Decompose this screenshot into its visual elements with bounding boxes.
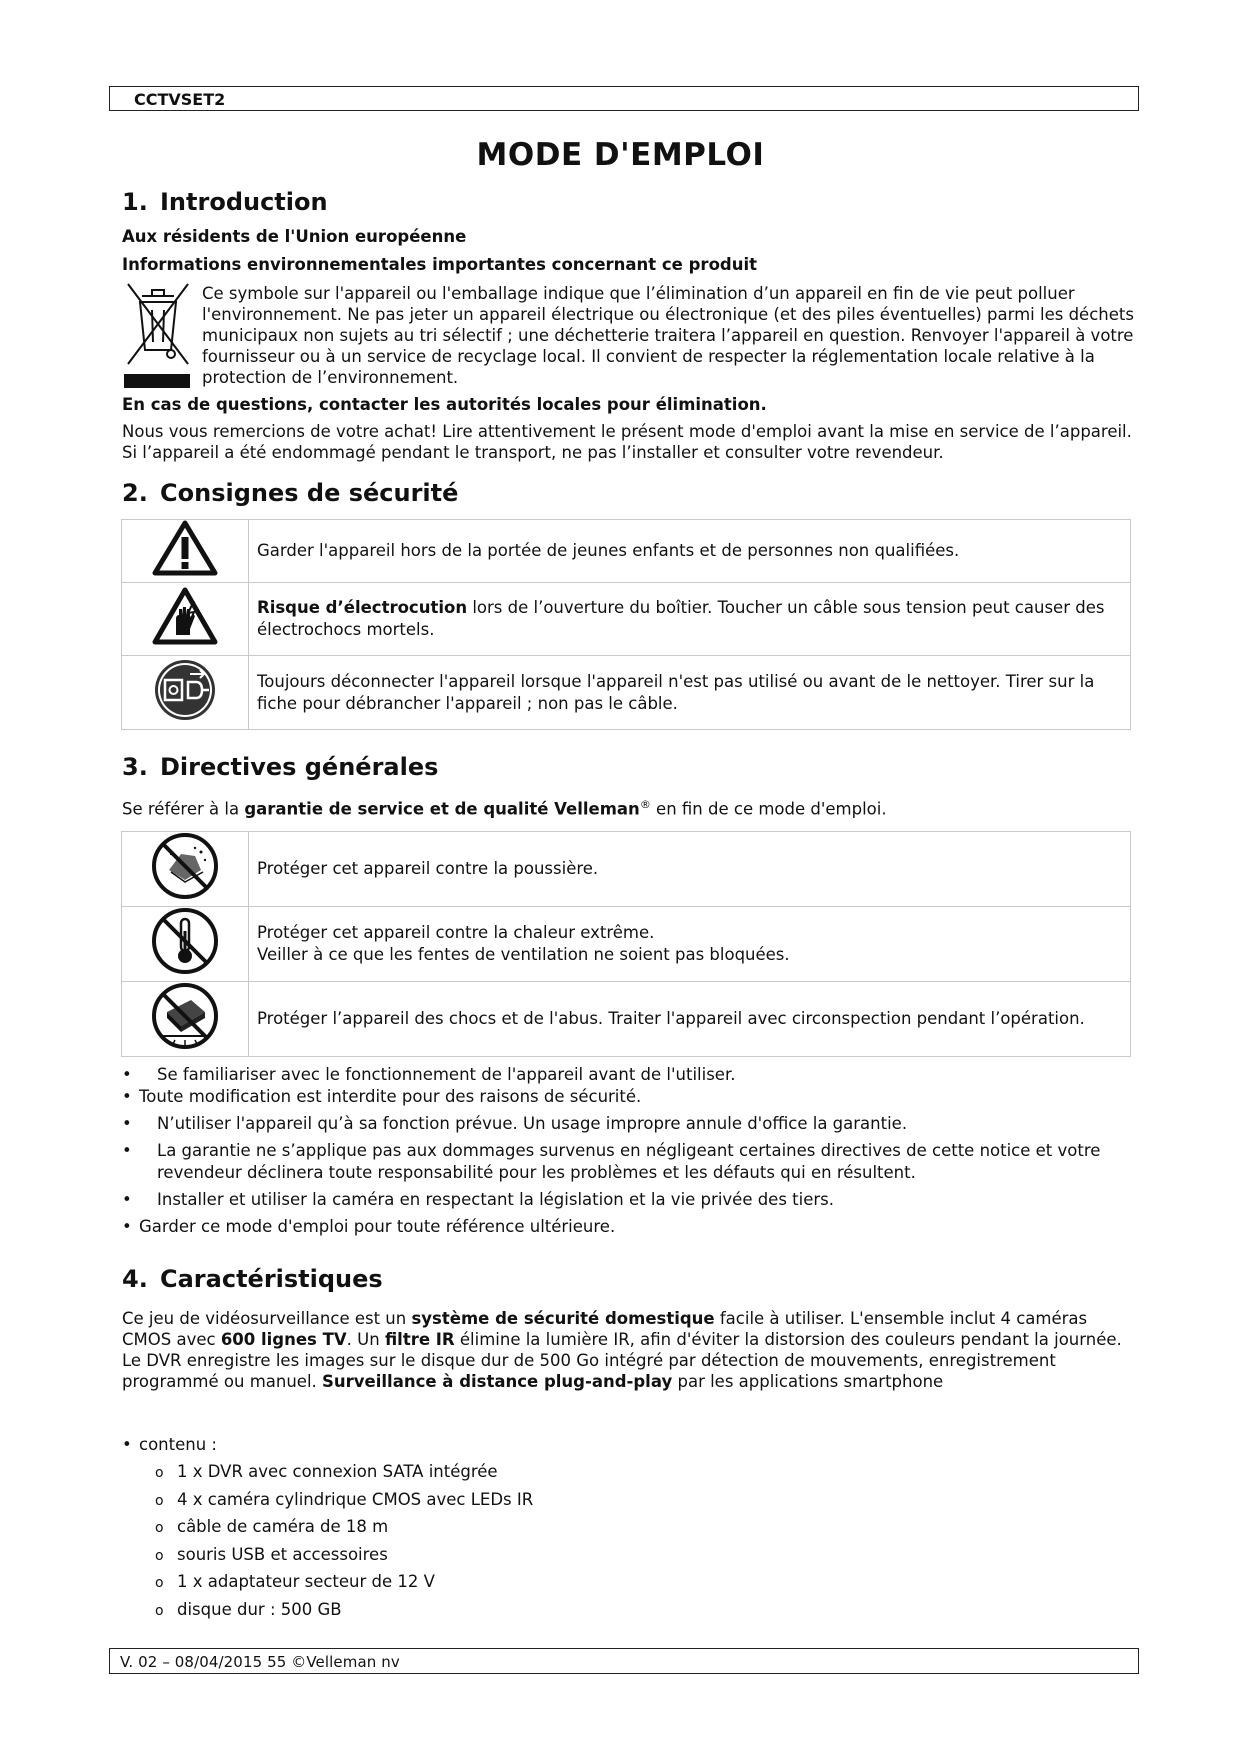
eu-residents-heading: Aux résidents de l'Union européenne: [122, 227, 467, 246]
safety-text: [249, 583, 1131, 656]
directive-row: [122, 832, 1131, 907]
list-item: • Installer et utiliser la caméra en respectant la législation et la vie privée des tiers.: [122, 1189, 1132, 1211]
warranty-pre: Se référer à la: [122, 799, 245, 819]
section-title: Consignes de sécurité: [160, 479, 459, 507]
directive-text: [249, 907, 1131, 982]
directive-text: Protéger cet appareil contre la poussière.: [249, 832, 1131, 907]
directives-table: [121, 831, 1131, 1057]
warranty-reference: [122, 794, 1132, 820]
section-number: 4.: [122, 1265, 148, 1293]
features-paragraph: [122, 1308, 1132, 1392]
list-item: • N’utiliser l'appareil qu’à sa fonction prévue. Un usage impropre annule d'office la garantie.: [122, 1113, 1132, 1135]
electric-shock-icon: [122, 583, 249, 656]
footer-text: V. 02 – 08/04/2015 55 ©Velleman nv: [120, 1653, 400, 1671]
text-run-bold: 600 lignes TV: [220, 1330, 347, 1349]
safety-row: [122, 656, 1131, 730]
list-item: o câble de caméra de 18 m: [155, 1516, 533, 1544]
no-shock-icon: [122, 982, 249, 1057]
product-code: CCTVSET2: [134, 90, 226, 109]
warranty-post: en fin de ce mode d'emploi.: [650, 799, 887, 819]
directive-line-1: Protéger cet appareil contre la chaleur extrême.: [257, 923, 655, 942]
text-run: Ce jeu de vidéosurveillance est un: [122, 1309, 412, 1328]
section-title: Caractéristiques: [160, 1265, 383, 1293]
section-number: 3.: [122, 753, 148, 781]
list-item: o disque dur : 500 GB: [155, 1599, 533, 1627]
safety-table: [121, 519, 1131, 730]
section-number: 2.: [122, 479, 148, 507]
page-footer: [109, 1648, 1139, 1674]
general-guidelines-list: [122, 1064, 1132, 1238]
registered-mark: ®: [639, 798, 651, 811]
directive-line-2: Veiller à ce que les fentes de ventilation ne soient pas bloquées.: [257, 945, 790, 964]
text-run: par les applications smartphone: [672, 1372, 944, 1391]
page-title: MODE D'EMPLOI: [476, 137, 765, 173]
page-header: [109, 86, 1139, 111]
list-item: o 1 x DVR avec connexion SATA intégrée: [155, 1461, 533, 1489]
text-run: . Un: [346, 1330, 385, 1349]
section-1-heading: [122, 188, 328, 216]
directive-row: [122, 982, 1131, 1057]
safety-row: [122, 583, 1131, 656]
weee-notice: Ce symbole sur l'appareil ou l'emballage indique que l’élimination d’un appareil en fin de vie peut polluer l'environnement. Ne pas jeter un appareil électrique ou électronique (et des piles éventuelles) parmi les déchets municipaux non sujets au tri sélectif ; une déchetterie traitera l’appareil en question. Renvoyer l'appareil à votre fournisseur ou à un service de recyclage local. Il convient de respecter la réglementation locale relative à la protection de l’environnement.: [202, 284, 1134, 387]
section-4-heading: [122, 1265, 383, 1293]
unplug-icon: [122, 656, 249, 730]
section-number: 1.: [122, 188, 148, 216]
directive-row: [122, 907, 1131, 982]
list-item: • Toute modification est interdite pour des raisons de sécurité.: [122, 1086, 1132, 1108]
list-item: o 4 x caméra cylindrique CMOS avec LEDs IR: [155, 1489, 533, 1517]
section-3-heading: [122, 753, 438, 781]
contents-label: • contenu :: [122, 1434, 1132, 1456]
section-title: Introduction: [160, 188, 328, 216]
environment-heading: Informations environnementales importantes concernant ce produit: [122, 255, 758, 274]
text-run-bold: Surveillance à distance plug-and-play: [322, 1372, 673, 1391]
contents-items: [155, 1461, 533, 1626]
safety-text-bold: Risque d’électrocution: [257, 598, 468, 617]
weee-icon: [122, 280, 194, 390]
section-title: Directives générales: [160, 753, 439, 781]
contact-authorities-note: En cas de questions, contacter les autorités locales pour élimination.: [122, 395, 767, 414]
section-2-heading: [122, 479, 458, 507]
list-item: • Se familiariser avec le fonctionnement de l'appareil avant de l'utiliser.: [122, 1064, 1132, 1086]
no-dust-icon: [122, 832, 249, 907]
list-item: • La garantie ne s’applique pas aux dommages survenus en négligeant certaines directives de cette notice et votre revendeur déclinera toute responsabilité pour les problèmes et les défauts qui en résultent.: [122, 1140, 1132, 1184]
list-item: • Garder ce mode d'emploi pour toute référence ultérieure.: [122, 1216, 1132, 1238]
safety-text-rest: lors de l’ouverture du boîtier. Toucher un câble sous tension peut causer des électrochocs mortels.: [257, 598, 1105, 639]
list-item: o 1 x adaptateur secteur de 12 V: [155, 1571, 533, 1599]
text-run: élimine la lumière IR, afin d'éviter la distorsion des couleurs pendant la journée. Le DVR enregistre les images sur le disque dur de 500 Go intégré par détection de mouvements, enregistrement programmé ou manuel.: [122, 1330, 1122, 1391]
thanks-paragraph: Nous vous remercions de votre achat! Lire attentivement le présent mode d'emploi avant la mise en service de l’appareil. Si l’appareil a été endommagé pendant le transport, ne pas l’installer et consulter votre revendeur.: [122, 422, 1132, 462]
no-heat-icon: [122, 907, 249, 982]
text-run-bold: filtre IR: [384, 1330, 455, 1349]
safety-row: [122, 520, 1131, 583]
safety-text: Garder l'appareil hors de la portée de jeunes enfants et de personnes non qualifiées.: [249, 520, 1131, 583]
list-item: o souris USB et accessoires: [155, 1544, 533, 1572]
contents-list: [122, 1434, 1132, 1456]
safety-text: Toujours déconnecter l'appareil lorsque l'appareil n'est pas utilisé ou avant de le nettoyer. Tirer sur la fiche pour débrancher l'appareil ; non pas le câble.: [249, 656, 1131, 730]
text-run: facile à utiliser. L'ensemble inclut 4 caméras CMOS avec: [122, 1309, 1088, 1349]
warning-triangle-icon: [122, 520, 249, 583]
text-run-bold: système de sécurité domestique: [411, 1309, 715, 1328]
directive-text: Protéger l’appareil des chocs et de l'abus. Traiter l'appareil avec circonspection pendant l’opération.: [249, 982, 1131, 1057]
warranty-bold: garantie de service et de qualité Velleman: [244, 799, 640, 819]
